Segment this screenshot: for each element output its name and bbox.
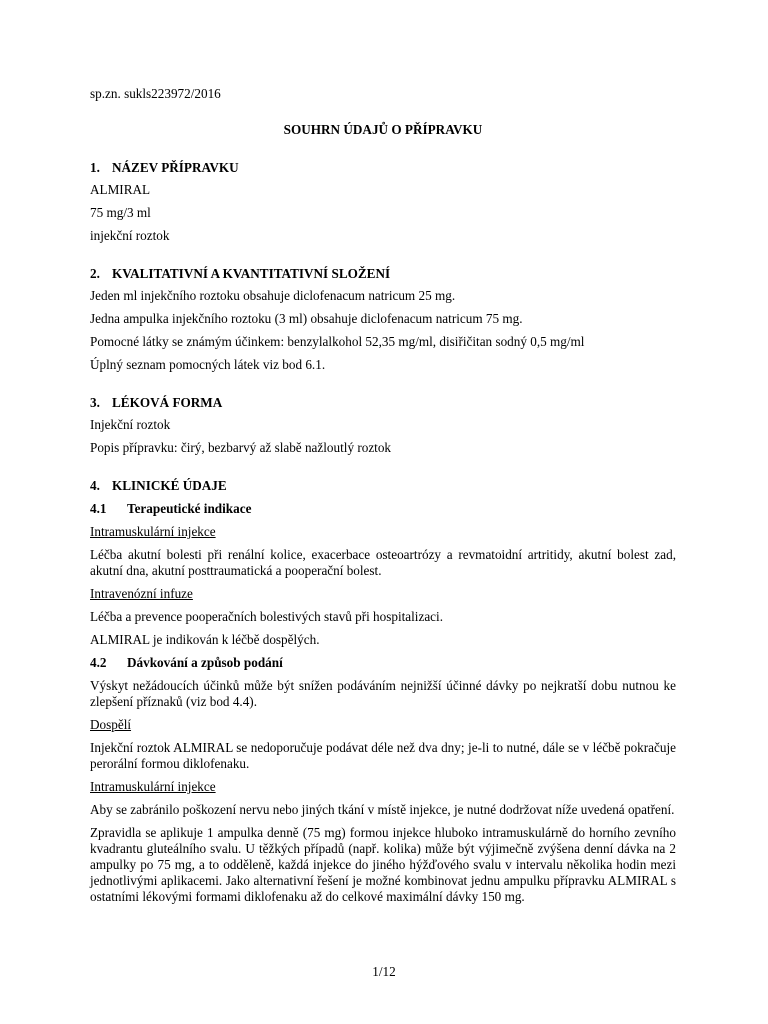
- im-injection-label: Intramuskulární injekce: [90, 779, 216, 794]
- product-strength: 75 mg/3 ml: [90, 205, 151, 220]
- composition-line: Úplný seznam pomocných látek viz bod 6.1.: [90, 357, 326, 372]
- section-3-heading: [90, 395, 676, 411]
- page-number: 1/12: [372, 964, 396, 979]
- product-name: ALMIRAL: [90, 182, 151, 197]
- im-injection-label: Intramuskulární injekce: [90, 524, 216, 539]
- reference-number: sp.zn. sukls223972/2016: [90, 86, 221, 101]
- section-number: 1.: [90, 160, 100, 175]
- iv-infusion-label: Intravenózní infuze: [90, 586, 193, 601]
- section-title: KVALITATIVNÍ A KVANTITATIVNÍ SLOŽENÍ: [112, 266, 391, 281]
- product-form: injekční roztok: [90, 228, 170, 243]
- section-title: LÉKOVÁ FORMA: [112, 395, 223, 410]
- subsection-title: Terapeutické indikace: [127, 501, 252, 516]
- form-line: Popis přípravku: čirý, bezbarvý až slabě nažloutlý roztok: [90, 440, 392, 455]
- section-number: 2.: [90, 266, 100, 281]
- section-number: 4.: [90, 478, 100, 493]
- section-2-heading: [90, 266, 676, 282]
- section-1-heading: [90, 160, 676, 176]
- section-title: KLINICKÉ ÚDAJE: [112, 478, 227, 493]
- composition-line: Pomocné látky se známým účinkem: benzylalkohol 52,35 mg/ml, disiřičitan sodný 0,5 mg/ml: [90, 334, 585, 349]
- section-number: 3.: [90, 395, 100, 410]
- document-page: [90, 80, 676, 905]
- composition-line: Jedna ampulka injekčního roztoku (3 ml) obsahuje diclofenacum natricum 75 mg.: [90, 311, 523, 326]
- document-title: SOUHRN ÚDAJŮ O PŘÍPRAVKU: [283, 122, 483, 137]
- iv-indication-text: Léčba a prevence pooperačních bolestivých stavů při hospitalizaci.: [90, 609, 443, 624]
- dosage-intro: Výskyt nežádoucích účinků může být snížen podáváním nejnižší účinné dávky po nejkratší dobu nutnou ke zlepšení příznaků (viz bod 4.4).: [90, 678, 676, 709]
- im-dosing-text: Zpravidla se aplikuje 1 ampulka denně (75 mg) formou injekce hluboko intramuskulárně do horního zevního kvadrantu gluteálního svalu. U těžkých případů (např. kolika) může být výjimečně zvýšena denní dávka na 2 ampulky po 75 mg, a to odděleně, každá injekce do jiného hýžďového svalu v intervalu několika hodin mezi jednotlivými aplikacemi. Jako alternativní řešení je možné kombinovat jednu ampulku přípravku ALMIRAL s ostatními lékovými formami diklofenaku až do celkové maximální dávky 150 mg.: [90, 825, 676, 904]
- composition-line: Jeden ml injekčního roztoku obsahuje diclofenacum natricum 25 mg.: [90, 288, 456, 303]
- subsection-number: 4.2: [90, 655, 107, 670]
- im-precautions-text: Aby se zabránilo poškození nervu nebo jiných tkání v místě injekce, je nutné dodržovat níže uvedená opatření.: [90, 802, 675, 817]
- subsection-4-2-heading: [90, 655, 676, 671]
- subsection-4-1-heading: [90, 501, 676, 517]
- subsection-number: 4.1: [90, 501, 107, 516]
- form-line: Injekční roztok: [90, 417, 171, 432]
- adults-text: Injekční roztok ALMIRAL se nedoporučuje podávat déle než dva dny; je-li to nutné, dále se v léčbě pokračuje perorální formou diklofenaku.: [90, 740, 676, 771]
- section-4-heading: [90, 478, 676, 494]
- subsection-title: Dávkování a způsob podání: [127, 655, 283, 670]
- section-title: NÁZEV PŘÍPRAVKU: [112, 160, 239, 175]
- im-indication-text: Léčba akutní bolesti při renální kolice, exacerbace osteoartrózy a revmatoidní artritidy, akutní bolest zad, akutní dna, akutní posttraumatická a pooperační bolest.: [90, 547, 676, 578]
- adult-indication-text: ALMIRAL je indikován k léčbě dospělých.: [90, 632, 320, 647]
- adults-label: Dospělí: [90, 717, 132, 732]
